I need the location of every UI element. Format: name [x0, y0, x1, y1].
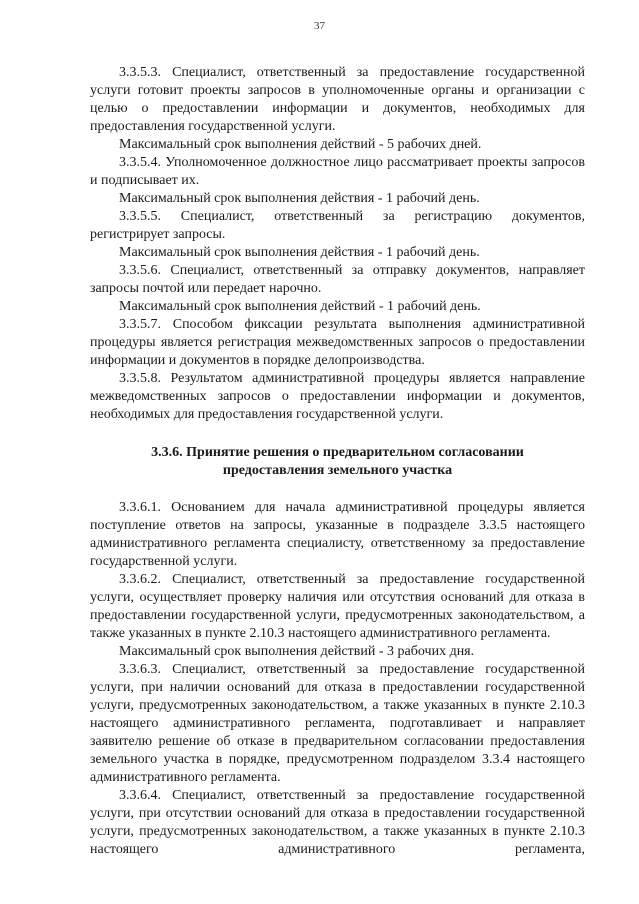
paragraph-3-3-5-3: 3.3.5.3. Специалист, ответственный за предоставление государственной услуги готовит проекты запросов в уполномоченные органы и организации с целью о предоставлении информации и документов, необходимых для предоставления государственной услуги. — [90, 65, 585, 134]
page-number: 37 — [314, 20, 325, 32]
paragraph-deadline: Максимальный срок выполнения действия - 1 рабочий день. — [119, 191, 480, 206]
section-heading-line-2: предоставления земельного участка — [222, 463, 453, 478]
paragraph-deadline: Максимальный срок выполнения действий - 3 рабочих дня. — [119, 644, 475, 659]
paragraph-deadline: Максимальный срок выполнения действий - 1 рабочий день. — [119, 299, 481, 314]
paragraph-3-3-6-3: 3.3.6.3. Специалист, ответственный за предоставление государственной услуги, при наличии оснований для отказа в предоставлении государственной услуги, предусмотренных законодательством, а также указанных в пункте 2.10.3 настоящего административного регламента, подготавливает и направляет заявителю решение об отказе в предварительном согласовании предоставления земельного участка в порядке, предусмотренном подразделом 3.3.4 настоящего административного регламента. — [90, 662, 585, 785]
section-heading-line-1: 3.3.6. Принятие решения о предварительном согласовании — [151, 445, 524, 460]
paragraph-3-3-5-4: 3.3.5.4. Уполномоченное должностное лицо рассматривает проекты запросов и подписывает их. — [90, 155, 585, 188]
paragraph-3-3-6-1: 3.3.6.1. Основанием для начала административной процедуры является поступление ответов на запросы, указанные в подразделе 3.3.5 настоящего административного регламента специалисту, ответственному за предоставление государственной услуги. — [90, 500, 585, 569]
paragraph-3-3-5-7: 3.3.5.7. Способом фиксации результата выполнения административной процедуры является регистрация межведомственных запросов о предоставлении информации и документов в порядке делопроизводства. — [90, 317, 585, 368]
section-heading — [90, 444, 585, 480]
paragraph-3-3-6-2: 3.3.6.2. Специалист, ответственный за предоставление государственной услуги, осуществляет проверку наличия или отсутствия оснований для отказа в предоставлении государственной услуги, предусмотренных законодательством, а также указанных в пункте 2.10.3 настоящего административного регламента. — [90, 572, 585, 641]
paragraph-deadline: Максимальный срок выполнения действий - 5 рабочих дней. — [119, 137, 482, 152]
paragraph-3-3-5-5: 3.3.5.5. Специалист, ответственный за регистрацию документов, регистрирует запросы. — [90, 209, 585, 242]
page-content — [90, 64, 585, 859]
paragraph-deadline: Максимальный срок выполнения действия - 1 рабочий день. — [119, 245, 480, 260]
paragraph-3-3-5-8: 3.3.5.8. Результатом административной процедуры является направление межведомственных запросов о предоставлении информации и документов, необходимых для предоставления государственной услуги. — [90, 371, 585, 422]
paragraph-3-3-6-4: 3.3.6.4. Специалист, ответственный за предоставление государственной услуги, при отсутствии оснований для отказа в предоставлении государственной услуги, предусмотренных законодательством, а также указанных в пункте 2.10.3 настоящего административного регламента, — [90, 788, 585, 857]
paragraph-3-3-5-6: 3.3.5.6. Специалист, ответственный за отправку документов, направляет запросы почтой или передает нарочно. — [90, 263, 585, 296]
